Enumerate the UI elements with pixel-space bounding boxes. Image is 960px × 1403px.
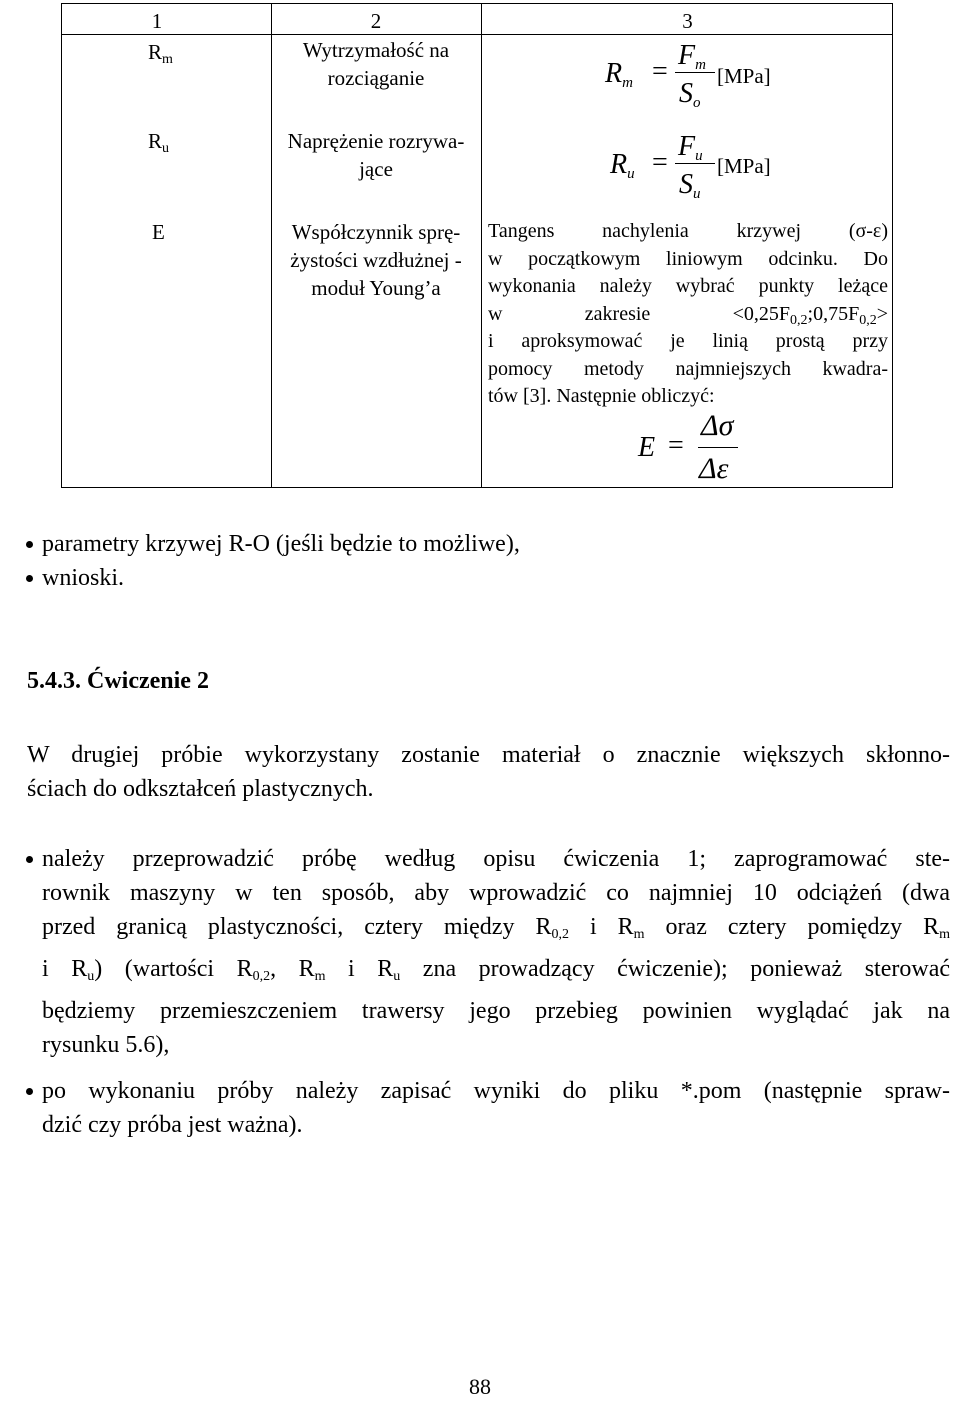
bullet-icon <box>26 575 33 582</box>
table-header-col-1: 1 <box>151 9 163 33</box>
formula-e: E <box>638 432 656 463</box>
equals-sign: = <box>652 56 668 87</box>
unit-mpa: [MPa] <box>717 64 771 88</box>
table-header-col-3: 3 <box>682 9 693 33</box>
bullet-icon <box>26 856 33 863</box>
unit-mpa: [MPa] <box>717 154 771 178</box>
page-number: 88 <box>469 1374 491 1399</box>
bullet-icon <box>26 1088 33 1095</box>
row-ru-symbol: $R_u$ <box>148 129 170 156</box>
table-column-divider <box>481 4 482 487</box>
list-item: wnioski. <box>42 561 124 595</box>
properties-table: 1 2 3 $R_m$ Wytrzymałość na rozciąganie Rm = Fm So [MPa] $R_u$ Naprężenie rozrywa- jące Ru = Fu Su [MPa] E Współczynnik sprę- żystości wzdłużnej - moduł Young’a Tangens nachylenia krzywej (σ-ε) w początkowym liniowym odcinku. Do wykonania należy wybrać punkty leżące w zakresie $<0,25F_{0,2};0,75F_{0,2}>$ i aproksymować je linią prostą przy pomocy metody najmniejszych kwadra- tów [3]. Następnie obliczyć: E = Δσ Δε <box>61 3 893 488</box>
row-rm-symbol: $R_m$ <box>148 40 173 67</box>
row-rm-description: Wytrzymałość na rozciąganie <box>302 38 450 90</box>
list-item: po wykonaniu próby należy zapisać wyniki do pliku *.pom (następnie spraw- dzić czy próba jest ważna). <box>42 1074 950 1142</box>
list-item: należy przeprowadzić próbę według opisu ćwiczenia 1; zaprogramować ste- rownik maszyny w ten sposób, aby wprowadzić co najmniej 10 odciążeń (dwa przed granicą plastyczności, cztery między $R_{0,2}$ i $R_m$ oraz cztery pomiędzy $R_m$ i $R_u$) (wartości $R_{0,2}$, $R_m$ i $R_u$ zna prowadzący ćwiczenie); ponieważ sterować będziemy przemieszczeniem trawersy jego przebieg powinien wyglądać jak na rysunku 5.6), <box>42 842 950 1062</box>
formula-ru: Ru <box>610 149 635 182</box>
row-ru-description: Naprężenie rozrywa- jące <box>287 129 465 181</box>
bullet-icon <box>26 541 33 548</box>
equals-sign: = <box>652 147 668 178</box>
row-e-description: Współczynnik sprę- żystości wzdłużnej - moduł Young’a <box>290 220 462 300</box>
equals-sign: = <box>668 430 684 461</box>
formula-rm: Rm <box>605 58 633 91</box>
section-heading: 5.4.3. Ćwiczenie 2 <box>27 668 209 694</box>
list-item: parametry krzywej R-O (jeśli będzie to możliwe), <box>42 527 520 561</box>
row-e-symbol: E <box>152 220 165 244</box>
table-header-col-2: 2 <box>370 9 382 33</box>
intro-paragraph: W drugiej próbie wykorzystany zostanie materiał o znacznie większych skłonno- ściach do odkształceń plastycznych. <box>27 742 950 802</box>
